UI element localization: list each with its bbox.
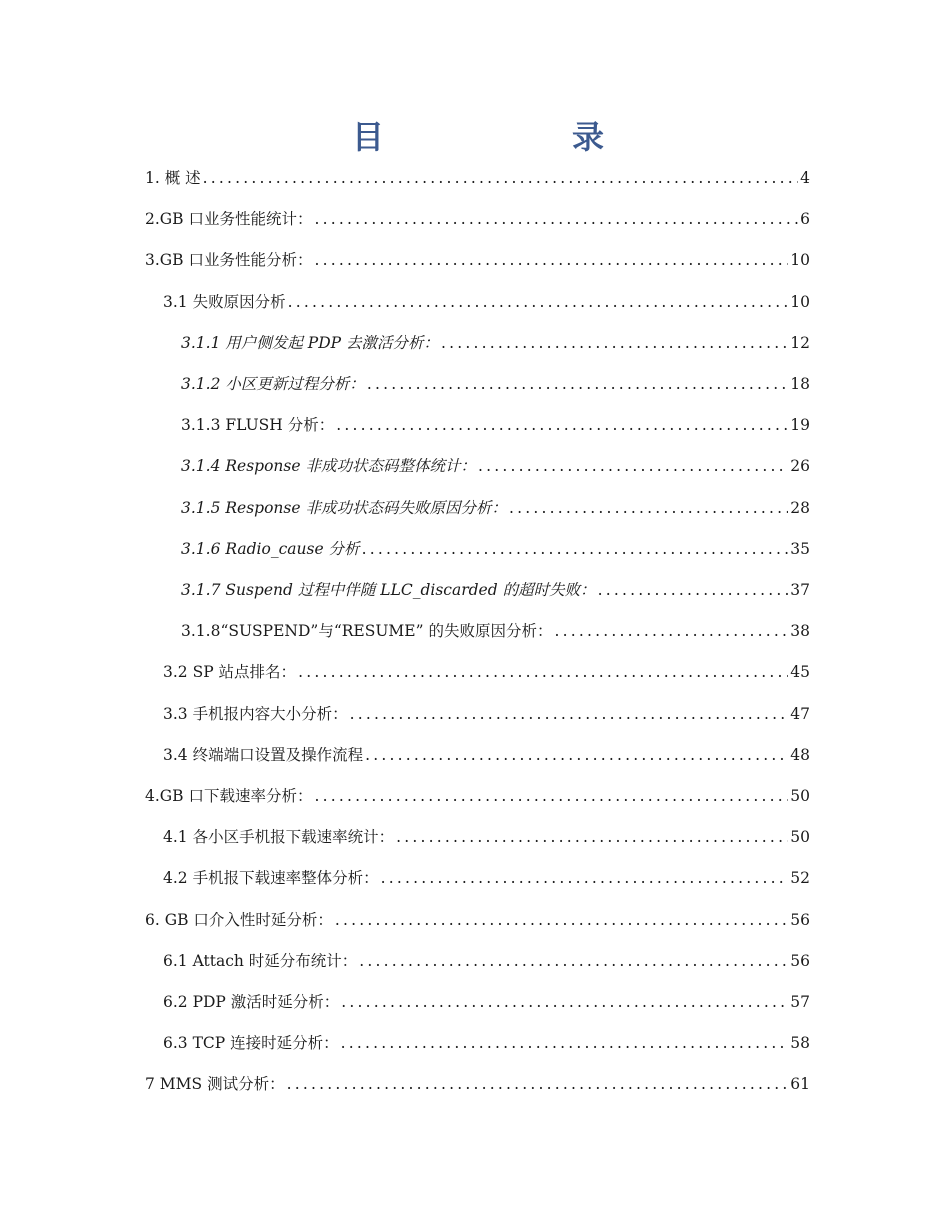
toc-entry-label: 6.1 Attach 时延分布统计：: [163, 951, 358, 970]
toc-dot-leader: [315, 206, 799, 232]
toc-entry[interactable]: [163, 701, 810, 727]
toc-entry-label: 3.1.6 Radio_cause 分析: [181, 539, 360, 558]
toc-entry-page-number: 38: [790, 622, 810, 641]
toc-dot-leader: [359, 948, 788, 974]
toc-entry[interactable]: [181, 618, 810, 644]
toc-entry[interactable]: [163, 824, 810, 850]
toc-dot-leader: [381, 865, 789, 891]
toc-dot-leader: [509, 495, 788, 521]
toc-entry-page-number: 12: [790, 333, 810, 352]
toc-entry[interactable]: [163, 659, 810, 685]
toc-entry-page-number: 56: [790, 951, 810, 970]
toc-entry-label: 3.1 失败原因分析: [163, 292, 286, 311]
toc-entry-label: 3.3 手机报内容大小分析：: [163, 704, 348, 723]
toc-dot-leader: [287, 1071, 789, 1097]
toc-dot-leader: [315, 783, 789, 809]
toc-entry[interactable]: [163, 289, 810, 315]
toc-entry-label: 3.1.5 Response 非成功状态码失败原因分析：: [181, 498, 507, 517]
toc-entry-label: 4.GB 口下载速率分析：: [145, 787, 313, 805]
toc-entry-label: 6.2 PDP 激活时延分析：: [163, 993, 340, 1011]
toc-dot-leader: [336, 412, 788, 438]
toc-dot-leader: [341, 989, 788, 1015]
toc-entry-label: 3.4 终端端口设置及操作流程: [163, 745, 364, 764]
toc-entry-label: 2.GB 口业务性能统计：: [145, 210, 313, 229]
toc-entry-label: 6. GB 口介入性时延分析：: [145, 910, 333, 929]
toc-entry-page-number: 10: [790, 251, 810, 270]
toc-dot-leader: [315, 247, 789, 273]
toc-entry[interactable]: [181, 330, 810, 356]
toc-entry[interactable]: [145, 907, 810, 933]
toc-dot-leader: [478, 453, 788, 479]
toc-dot-leader: [554, 618, 788, 644]
toc-entry-page-number: 50: [790, 828, 810, 847]
toc-entry-page-number: 57: [790, 993, 810, 1011]
toc-dot-leader: [362, 536, 789, 562]
toc-entry[interactable]: [181, 412, 810, 438]
toc-entry-page-number: 48: [790, 745, 810, 764]
toc-entry[interactable]: [181, 536, 810, 562]
toc-entry-label: 6.3 TCP 连接时延分析：: [163, 1034, 339, 1053]
toc-entry-page-number: 26: [790, 457, 810, 476]
toc-entry-label: 3.1.2 小区更新过程分析：: [181, 375, 365, 393]
toc-dot-leader: [441, 330, 788, 356]
toc-entry-page-number: 35: [790, 539, 810, 558]
toc-entry[interactable]: [145, 165, 810, 191]
toc-entry-label: 7 MMS 测试分析：: [145, 1075, 285, 1094]
toc-dot-leader: [365, 742, 788, 768]
toc-entry[interactable]: [163, 865, 810, 891]
toc-entry[interactable]: [145, 1071, 810, 1097]
toc-dot-leader: [367, 371, 788, 397]
toc-entry-page-number: 37: [790, 581, 810, 599]
toc-dot-leader: [335, 907, 788, 933]
toc-entry-label: 3.1.7 Suspend 过程中伴随 LLC_discarded 的超时失败：: [181, 581, 596, 599]
toc-entry[interactable]: [163, 1030, 810, 1056]
toc-entry-label: 3.1.4 Response 非成功状态码整体统计：: [181, 457, 476, 476]
toc-entry-page-number: 18: [790, 375, 810, 393]
toc-entry-label: 4.2 手机报下载速率整体分析：: [163, 869, 379, 888]
toc-entry-page-number: 56: [790, 910, 810, 929]
toc-entry-page-number: 10: [790, 292, 810, 311]
toc-entry[interactable]: [181, 453, 810, 479]
toc-entry-label: 3.1.1 用户侧发起 PDP 去激活分析：: [181, 333, 440, 352]
toc-entry[interactable]: [181, 577, 810, 603]
toc-entry-label: 3.1.3 FLUSH 分析：: [181, 416, 335, 435]
toc-dot-leader: [298, 659, 788, 685]
toc-dot-leader: [341, 1030, 789, 1056]
toc-entry[interactable]: [145, 206, 810, 232]
toc-entry-page-number: 61: [790, 1075, 810, 1094]
toc-dot-leader: [350, 701, 789, 727]
toc-entry[interactable]: [163, 989, 810, 1015]
toc-entry-page-number: 28: [790, 498, 810, 517]
toc-entry-label: 3.2 SP 站点排名：: [163, 663, 297, 682]
toc-dot-leader: [288, 289, 789, 315]
toc-entry-label: 1. 概 述: [145, 169, 201, 187]
toc-entry-label: 3.1.8“SUSPEND”与“RESUME” 的失败原因分析：: [181, 622, 553, 641]
toc-entry[interactable]: [145, 783, 810, 809]
toc-entry[interactable]: [181, 371, 810, 397]
toc-title: [0, 112, 950, 158]
toc-title-char-2: 录: [572, 118, 605, 156]
toc-title-char-1: 目: [352, 118, 385, 156]
toc-entry-label: 3.GB 口业务性能分析：: [145, 251, 313, 270]
toc-entry[interactable]: [145, 247, 810, 273]
toc-entry-page-number: 4: [800, 169, 810, 187]
toc-entry[interactable]: [163, 948, 810, 974]
toc-entry-page-number: 19: [790, 416, 810, 435]
toc-dot-leader: [396, 824, 788, 850]
toc-entry-page-number: 45: [790, 663, 810, 682]
toc-entry[interactable]: [163, 742, 810, 768]
toc-entry[interactable]: [181, 495, 810, 521]
toc-dot-leader: [598, 577, 789, 603]
toc-entry-page-number: 58: [790, 1034, 810, 1053]
toc-entry-page-number: 52: [790, 869, 810, 888]
toc-entry-page-number: 6: [800, 210, 810, 229]
toc-entry-page-number: 50: [790, 787, 810, 805]
toc-entry-label: 4.1 各小区手机报下载速率统计：: [163, 828, 395, 847]
toc-dot-leader: [203, 165, 798, 191]
toc-entry-page-number: 47: [790, 704, 810, 723]
